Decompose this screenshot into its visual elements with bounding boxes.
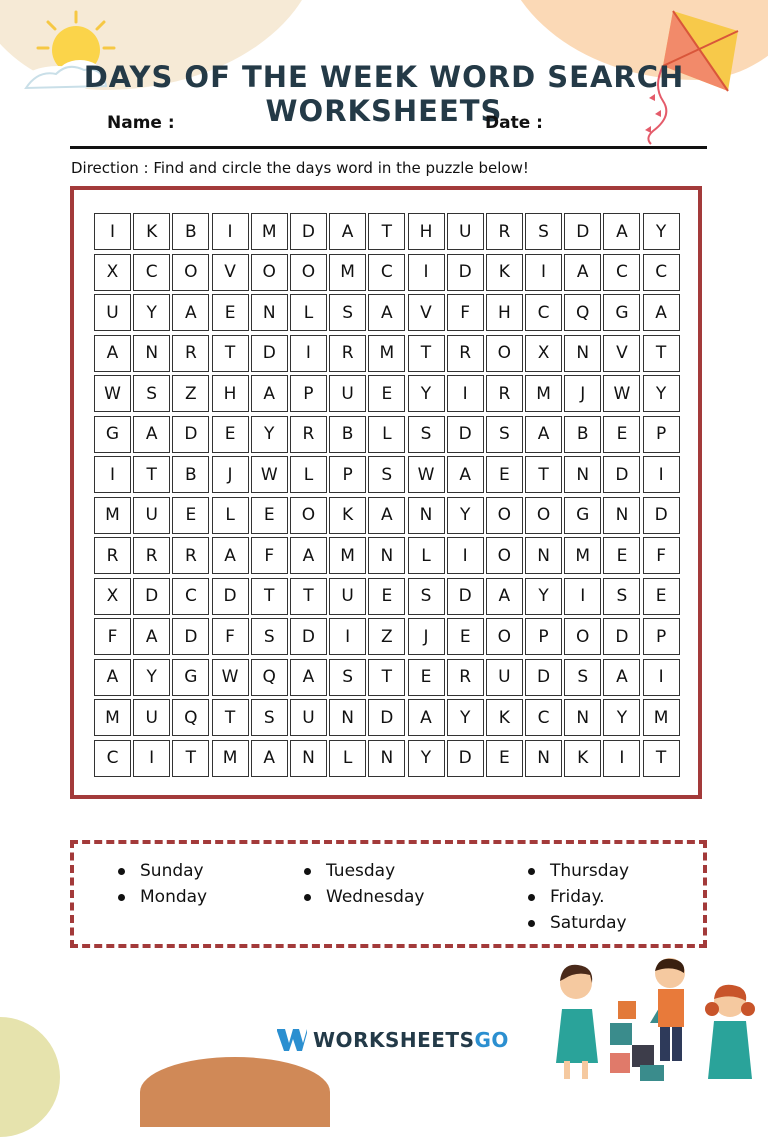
grid-cell[interactable]: K: [133, 213, 170, 250]
grid-cell[interactable]: X: [94, 254, 131, 291]
grid-cell[interactable]: H: [212, 375, 249, 412]
grid-cell[interactable]: I: [133, 740, 170, 777]
grid-cell[interactable]: P: [643, 618, 680, 655]
grid-cell[interactable]: I: [447, 537, 484, 574]
grid-cell[interactable]: E: [172, 497, 209, 534]
grid-cell[interactable]: E: [368, 375, 405, 412]
name-label: Name :: [107, 113, 175, 133]
grid-cell[interactable]: A: [603, 213, 640, 250]
grid-cell[interactable]: Y: [525, 578, 562, 615]
grid-cell[interactable]: W: [251, 456, 288, 493]
grid-cell[interactable]: D: [447, 578, 484, 615]
grid-cell[interactable]: J: [212, 456, 249, 493]
grid-cell[interactable]: N: [251, 294, 288, 331]
grid-cell[interactable]: S: [408, 578, 445, 615]
grid-cell[interactable]: I: [408, 254, 445, 291]
grid-cell[interactable]: O: [251, 254, 288, 291]
grid-cell[interactable]: W: [94, 375, 131, 412]
grid-cell[interactable]: Y: [251, 416, 288, 453]
grid-cell[interactable]: A: [94, 335, 131, 372]
grid-cell[interactable]: D: [290, 618, 327, 655]
grid-cell[interactable]: H: [486, 294, 523, 331]
grid-cell[interactable]: D: [447, 416, 484, 453]
word-list-item: Monday: [118, 884, 207, 910]
grid-cell[interactable]: D: [368, 699, 405, 736]
grid-cell[interactable]: T: [368, 213, 405, 250]
grid-cell[interactable]: T: [290, 578, 327, 615]
grid-cell[interactable]: Y: [408, 740, 445, 777]
grid-cell[interactable]: P: [329, 456, 366, 493]
grid-cell[interactable]: A: [486, 578, 523, 615]
grid-cell[interactable]: M: [525, 375, 562, 412]
grid-cell[interactable]: L: [290, 294, 327, 331]
grid-cell[interactable]: I: [290, 335, 327, 372]
grid-cell[interactable]: E: [486, 740, 523, 777]
word-list-item: Tuesday: [304, 858, 424, 884]
grid-cell[interactable]: T: [212, 699, 249, 736]
grid-cell[interactable]: O: [486, 618, 523, 655]
grid-cell[interactable]: U: [133, 699, 170, 736]
grid-cell[interactable]: T: [643, 335, 680, 372]
grid-cell[interactable]: U: [329, 375, 366, 412]
word-list-item: Wednesday: [304, 884, 424, 910]
grid-cell[interactable]: D: [133, 578, 170, 615]
grid-cell[interactable]: B: [172, 213, 209, 250]
grid-cell[interactable]: C: [525, 699, 562, 736]
grid-cell[interactable]: N: [564, 335, 601, 372]
grid-cell[interactable]: R: [486, 213, 523, 250]
grid-cell[interactable]: N: [525, 537, 562, 574]
grid-cell[interactable]: L: [290, 456, 327, 493]
grid-cell[interactable]: L: [212, 497, 249, 534]
grid-cell[interactable]: T: [408, 335, 445, 372]
grid-cell[interactable]: W: [408, 456, 445, 493]
word-list-item: Thursday: [528, 858, 629, 884]
grid-cell[interactable]: A: [290, 537, 327, 574]
grid-cell[interactable]: S: [603, 578, 640, 615]
page-title: DAYS OF THE WEEK WORD SEARCH WORKSHEETS: [83, 60, 685, 128]
grid-cell[interactable]: I: [525, 254, 562, 291]
grid-cell[interactable]: I: [212, 213, 249, 250]
grid-cell[interactable]: C: [603, 254, 640, 291]
grid-cell[interactable]: D: [447, 740, 484, 777]
grid-cell[interactable]: I: [94, 456, 131, 493]
grid-cell[interactable]: Y: [447, 699, 484, 736]
grid-cell[interactable]: D: [172, 416, 209, 453]
grid-cell[interactable]: M: [643, 699, 680, 736]
grid-cell[interactable]: T: [172, 740, 209, 777]
grid-cell[interactable]: X: [525, 335, 562, 372]
grid-cell[interactable]: N: [368, 537, 405, 574]
grid-cell[interactable]: M: [94, 497, 131, 534]
grid-cell[interactable]: D: [603, 618, 640, 655]
grid-cell[interactable]: X: [94, 578, 131, 615]
grid-cell[interactable]: S: [251, 699, 288, 736]
grid-cell[interactable]: P: [525, 618, 562, 655]
grid-cell[interactable]: M: [368, 335, 405, 372]
grid-cell[interactable]: A: [329, 213, 366, 250]
grid-cell[interactable]: W: [603, 375, 640, 412]
brand-text-go: GO: [474, 1028, 509, 1052]
grid-cell[interactable]: D: [525, 659, 562, 696]
grid-cell[interactable]: L: [368, 416, 405, 453]
grid-cell[interactable]: G: [172, 659, 209, 696]
grid-cell[interactable]: R: [172, 537, 209, 574]
grid-cell[interactable]: A: [525, 416, 562, 453]
grid-cell[interactable]: C: [172, 578, 209, 615]
word-list-item: Sunday: [118, 858, 207, 884]
grid-cell[interactable]: N: [564, 456, 601, 493]
grid-cell[interactable]: O: [172, 254, 209, 291]
grid-cell[interactable]: E: [408, 659, 445, 696]
grid-cell[interactable]: H: [408, 213, 445, 250]
grid-cell[interactable]: K: [564, 740, 601, 777]
grid-cell[interactable]: Z: [172, 375, 209, 412]
grid-cell[interactable]: F: [251, 537, 288, 574]
grid-cell[interactable]: V: [408, 294, 445, 331]
grid-cell[interactable]: I: [329, 618, 366, 655]
grid-cell[interactable]: A: [212, 537, 249, 574]
grid-cell[interactable]: O: [290, 254, 327, 291]
grid-cell[interactable]: S: [329, 659, 366, 696]
grid-cell[interactable]: S: [368, 456, 405, 493]
grid-cell[interactable]: N: [564, 699, 601, 736]
grid-cell[interactable]: I: [643, 456, 680, 493]
grid-cell[interactable]: I: [603, 740, 640, 777]
brand-logo: [277, 1028, 509, 1052]
grid-cell[interactable]: T: [525, 456, 562, 493]
kids-illustration: [540, 953, 760, 1083]
grid-cell[interactable]: I: [564, 578, 601, 615]
grid-cell[interactable]: P: [290, 375, 327, 412]
grid-cell[interactable]: U: [94, 294, 131, 331]
grid-cell[interactable]: Y: [447, 497, 484, 534]
grid-cell[interactable]: E: [212, 416, 249, 453]
direction-text: Direction : Find and circle the days word in the puzzle below!: [71, 159, 529, 177]
grid-cell[interactable]: P: [643, 416, 680, 453]
grid-cell[interactable]: R: [486, 375, 523, 412]
grid-cell[interactable]: M: [564, 537, 601, 574]
grid-cell[interactable]: T: [643, 740, 680, 777]
grid-cell[interactable]: Y: [643, 375, 680, 412]
word-list-item: Friday.: [528, 884, 629, 910]
grid-cell[interactable]: E: [603, 416, 640, 453]
grid-cell[interactable]: U: [447, 213, 484, 250]
grid-cell[interactable]: Y: [408, 375, 445, 412]
word-list-item: Saturday: [528, 910, 629, 936]
grid-cell[interactable]: U: [290, 699, 327, 736]
grid-cell[interactable]: E: [212, 294, 249, 331]
grid-cell[interactable]: A: [290, 659, 327, 696]
grid-cell[interactable]: R: [94, 537, 131, 574]
grid-cell[interactable]: Y: [603, 699, 640, 736]
grid-cell[interactable]: K: [486, 699, 523, 736]
decor-bottom-mid: [140, 1057, 330, 1127]
grid-cell[interactable]: D: [643, 497, 680, 534]
date-label: Date :: [485, 113, 543, 133]
grid-cell[interactable]: N: [408, 497, 445, 534]
grid-cell[interactable]: T: [251, 578, 288, 615]
grid-cell[interactable]: T: [368, 659, 405, 696]
grid-cell[interactable]: A: [133, 618, 170, 655]
grid-cell[interactable]: Y: [133, 659, 170, 696]
grid-cell[interactable]: S: [133, 375, 170, 412]
grid-cell[interactable]: U: [329, 578, 366, 615]
grid-cell[interactable]: S: [329, 294, 366, 331]
grid-cell[interactable]: O: [525, 497, 562, 534]
grid-cell[interactable]: F: [212, 618, 249, 655]
grid-cell[interactable]: E: [447, 618, 484, 655]
grid-cell[interactable]: R: [447, 659, 484, 696]
grid-cell[interactable]: A: [133, 416, 170, 453]
grid-cell[interactable]: T: [133, 456, 170, 493]
grid-cell[interactable]: O: [486, 497, 523, 534]
grid-cell[interactable]: A: [368, 497, 405, 534]
grid-cell[interactable]: Q: [172, 699, 209, 736]
grid-cell[interactable]: I: [447, 375, 484, 412]
grid-cell[interactable]: D: [447, 254, 484, 291]
grid-cell[interactable]: C: [525, 294, 562, 331]
grid-cell[interactable]: I: [643, 659, 680, 696]
grid-cell[interactable]: S: [564, 659, 601, 696]
grid-cell[interactable]: N: [290, 740, 327, 777]
grid-cell[interactable]: U: [486, 659, 523, 696]
word-list-col-2: [304, 858, 424, 910]
grid-cell[interactable]: N: [133, 335, 170, 372]
grid-cell[interactable]: A: [94, 659, 131, 696]
grid-cell[interactable]: D: [212, 578, 249, 615]
grid-cell[interactable]: L: [329, 740, 366, 777]
grid-cell[interactable]: E: [603, 537, 640, 574]
grid-cell[interactable]: M: [212, 740, 249, 777]
grid-cell[interactable]: G: [564, 497, 601, 534]
grid-cell[interactable]: M: [329, 254, 366, 291]
grid-cell[interactable]: Q: [564, 294, 601, 331]
grid-cell[interactable]: A: [368, 294, 405, 331]
grid-cell[interactable]: C: [643, 254, 680, 291]
grid-cell[interactable]: D: [564, 213, 601, 250]
decor-bottom-left: [0, 1017, 60, 1137]
grid-cell[interactable]: V: [603, 335, 640, 372]
grid-cell[interactable]: C: [368, 254, 405, 291]
word-search-grid: [94, 213, 680, 777]
grid-cell[interactable]: M: [329, 537, 366, 574]
grid-cell[interactable]: Y: [643, 213, 680, 250]
grid-cell[interactable]: S: [486, 416, 523, 453]
grid-cell[interactable]: C: [133, 254, 170, 291]
grid-cell[interactable]: E: [368, 578, 405, 615]
grid-cell[interactable]: Z: [368, 618, 405, 655]
grid-cell[interactable]: E: [486, 456, 523, 493]
grid-cell[interactable]: K: [486, 254, 523, 291]
grid-cell[interactable]: N: [368, 740, 405, 777]
grid-cell[interactable]: O: [290, 497, 327, 534]
grid-cell[interactable]: G: [94, 416, 131, 453]
grid-cell[interactable]: U: [133, 497, 170, 534]
grid-cell[interactable]: B: [329, 416, 366, 453]
grid-cell[interactable]: T: [212, 335, 249, 372]
grid-cell[interactable]: N: [603, 497, 640, 534]
grid-cell[interactable]: A: [447, 456, 484, 493]
grid-cell[interactable]: M: [251, 213, 288, 250]
grid-cell[interactable]: A: [251, 740, 288, 777]
grid-cell[interactable]: D: [172, 618, 209, 655]
grid-cell[interactable]: K: [329, 497, 366, 534]
grid-cell[interactable]: F: [643, 537, 680, 574]
grid-cell[interactable]: N: [329, 699, 366, 736]
grid-cell[interactable]: A: [603, 659, 640, 696]
grid-cell[interactable]: O: [486, 335, 523, 372]
grid-cell[interactable]: Y: [133, 294, 170, 331]
word-list-col-3: [528, 858, 629, 936]
grid-cell[interactable]: V: [212, 254, 249, 291]
grid-cell[interactable]: M: [94, 699, 131, 736]
grid-cell[interactable]: E: [643, 578, 680, 615]
grid-cell[interactable]: O: [564, 618, 601, 655]
grid-cell[interactable]: D: [290, 213, 327, 250]
grid-cell[interactable]: F: [94, 618, 131, 655]
grid-cell[interactable]: Q: [251, 659, 288, 696]
grid-cell[interactable]: A: [564, 254, 601, 291]
grid-cell[interactable]: I: [94, 213, 131, 250]
grid-cell[interactable]: S: [408, 416, 445, 453]
grid-cell[interactable]: G: [603, 294, 640, 331]
grid-cell[interactable]: B: [564, 416, 601, 453]
grid-cell[interactable]: J: [408, 618, 445, 655]
grid-cell[interactable]: L: [408, 537, 445, 574]
word-list-col-1: [118, 858, 207, 910]
grid-cell[interactable]: A: [251, 375, 288, 412]
grid-cell[interactable]: R: [172, 335, 209, 372]
brand-w-icon: [277, 1029, 307, 1051]
grid-cell[interactable]: F: [447, 294, 484, 331]
grid-cell[interactable]: A: [172, 294, 209, 331]
grid-cell[interactable]: R: [133, 537, 170, 574]
grid-cell[interactable]: C: [94, 740, 131, 777]
grid-cell[interactable]: D: [251, 335, 288, 372]
grid-cell[interactable]: N: [525, 740, 562, 777]
grid-cell[interactable]: D: [603, 456, 640, 493]
grid-cell[interactable]: A: [643, 294, 680, 331]
grid-cell[interactable]: R: [290, 416, 327, 453]
grid-cell[interactable]: R: [329, 335, 366, 372]
grid-cell[interactable]: A: [408, 699, 445, 736]
brand-text-worksheets: WORKSHEETS: [313, 1028, 475, 1052]
grid-cell[interactable]: W: [212, 659, 249, 696]
grid-cell[interactable]: O: [486, 537, 523, 574]
grid-cell[interactable]: B: [172, 456, 209, 493]
grid-cell[interactable]: E: [251, 497, 288, 534]
grid-cell[interactable]: S: [251, 618, 288, 655]
grid-cell[interactable]: R: [447, 335, 484, 372]
grid-cell[interactable]: S: [525, 213, 562, 250]
header-rule: [70, 146, 707, 149]
grid-cell[interactable]: J: [564, 375, 601, 412]
